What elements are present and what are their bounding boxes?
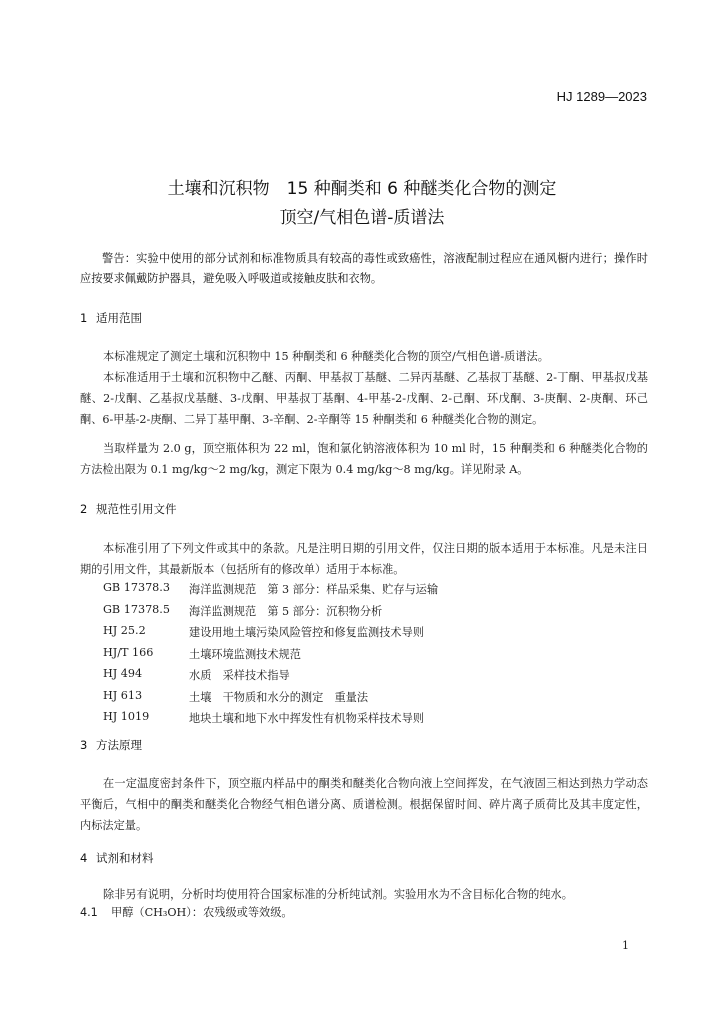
paragraph: 在一定温度密封条件下，顶空瓶内样品中的酮类和醚类化合物向液上空间挥发，在气液固三相达到热力学动态平衡后，气相中的酮类和醚类化合物经气相色谱分离、质谱检测。根据保留时间、碎片离子质荷比及其丰度定性，内标法定量。 xyxy=(80,777,648,832)
subclause-text: 甲醇（CH₃OH）：农残级或等效级。 xyxy=(111,906,293,919)
reference-item xyxy=(103,624,438,646)
section-heading-normative-references xyxy=(80,501,177,517)
reference-item xyxy=(103,646,438,668)
reference-item xyxy=(103,603,438,625)
section-heading-principle xyxy=(80,737,142,753)
paragraph: 本标准规定了测定土壤和沉积物中 15 种酮类和 6 种醚类化合物的顶空/气相色谱-质谱法。 xyxy=(103,350,549,363)
warning-paragraph: 警告：实验中使用的部分试剂和标准物质具有较高的毒性或致癌性，溶液配制过程应在通风橱内进行；操作时应按要求佩戴防护器具，避免吸入呼吸道或接触皮肤和衣物。 xyxy=(80,252,648,285)
reference-code: GB 17378.3 xyxy=(103,581,170,594)
reference-code: HJ 494 xyxy=(103,667,143,680)
reference-item xyxy=(103,581,438,603)
section-number: 3 xyxy=(80,738,88,752)
subclause-4-1 xyxy=(80,904,293,920)
reference-title: 地块土壤和地下水中挥发性有机物采样技术导则 xyxy=(189,712,424,725)
reference-code: HJ 1019 xyxy=(103,710,150,723)
section-title: 适用范围 xyxy=(96,311,142,325)
reference-item xyxy=(103,710,438,732)
document-subtitle: 顶空/气相色谱-质谱法 xyxy=(279,208,445,228)
reference-item xyxy=(103,667,438,689)
reference-code: HJ/T 166 xyxy=(103,645,154,659)
section-heading-scope xyxy=(80,310,142,326)
document-title: 土壤和沉积物 15 种酮类和 6 种醚类化合物的测定 xyxy=(167,179,557,199)
reference-title: 建设用地土壤污染风险管控和修复监测技术导则 xyxy=(189,626,424,639)
page-number: 1 xyxy=(622,939,629,952)
reference-title: 土壤 干物质和水分的测定 重量法 xyxy=(189,690,369,704)
reference-list xyxy=(103,581,438,732)
section-number: 4 xyxy=(80,851,88,865)
section-title: 试剂和材料 xyxy=(96,851,154,865)
paragraph: 当取样量为 2.0 g，顶空瓶体积为 22 ml，饱和氯化钠溶液体积为 10 ml 时，15 种酮类和 6 种醚类化合物的方法检出限为 0.1 mg/kg～2 mg/kg，测定下限为 0.4 mg/kg～8 mg/kg。详见附录 A。 xyxy=(80,442,648,476)
reference-code: GB 17378.5 xyxy=(103,602,170,616)
section-title: 规范性引用文件 xyxy=(96,502,177,516)
reference-title: 海洋监测规范 第 3 部分：样品采集、贮存与运输 xyxy=(189,583,439,596)
reference-title: 海洋监测规范 第 5 部分：沉积物分析 xyxy=(189,604,383,618)
reference-title: 水质 采样技术指导 xyxy=(189,669,290,682)
standard-code: HJ 1289—2023 xyxy=(556,89,647,104)
reference-title: 土壤环境监测技术规范 xyxy=(189,647,301,661)
section-number: 1 xyxy=(80,311,88,325)
subclause-number: 4.1 xyxy=(80,906,98,919)
paragraph: 本标准适用于土壤和沉积物中乙醚、丙酮、甲基叔丁基醚、二异丙基醚、乙基叔丁基醚、2-丁酮、甲基叔戊基醚、2-戊酮、乙基叔戊基醚、3-戊酮、甲基叔丁基酮、4-甲基-2-戊酮、2-己酮、环戊酮、3-庚酮、2-庚酮、环己酮、6-甲基-2-庚酮、二异丁基甲酮、3-辛酮、2-辛酮等 15 种酮类和 6 种醚类化合物的测定。 xyxy=(80,371,648,426)
reference-code: HJ 613 xyxy=(103,688,143,702)
paragraph: 本标准引用了下列文件或其中的条款。凡是注明日期的引用文件，仅注日期的版本适用于本标准。凡是未注日期的引用文件，其最新版本（包括所有的修改单）适用于本标准。 xyxy=(80,542,648,576)
section-number: 2 xyxy=(80,502,88,516)
section-heading-reagents xyxy=(80,850,154,866)
section-title: 方法原理 xyxy=(96,738,142,752)
reference-code: HJ 25.2 xyxy=(103,624,146,637)
paragraph: 除非另有说明，分析时均使用符合国家标准的分析纯试剂。实验用水为不含目标化合物的纯水。 xyxy=(103,888,573,901)
reference-item xyxy=(103,689,438,711)
